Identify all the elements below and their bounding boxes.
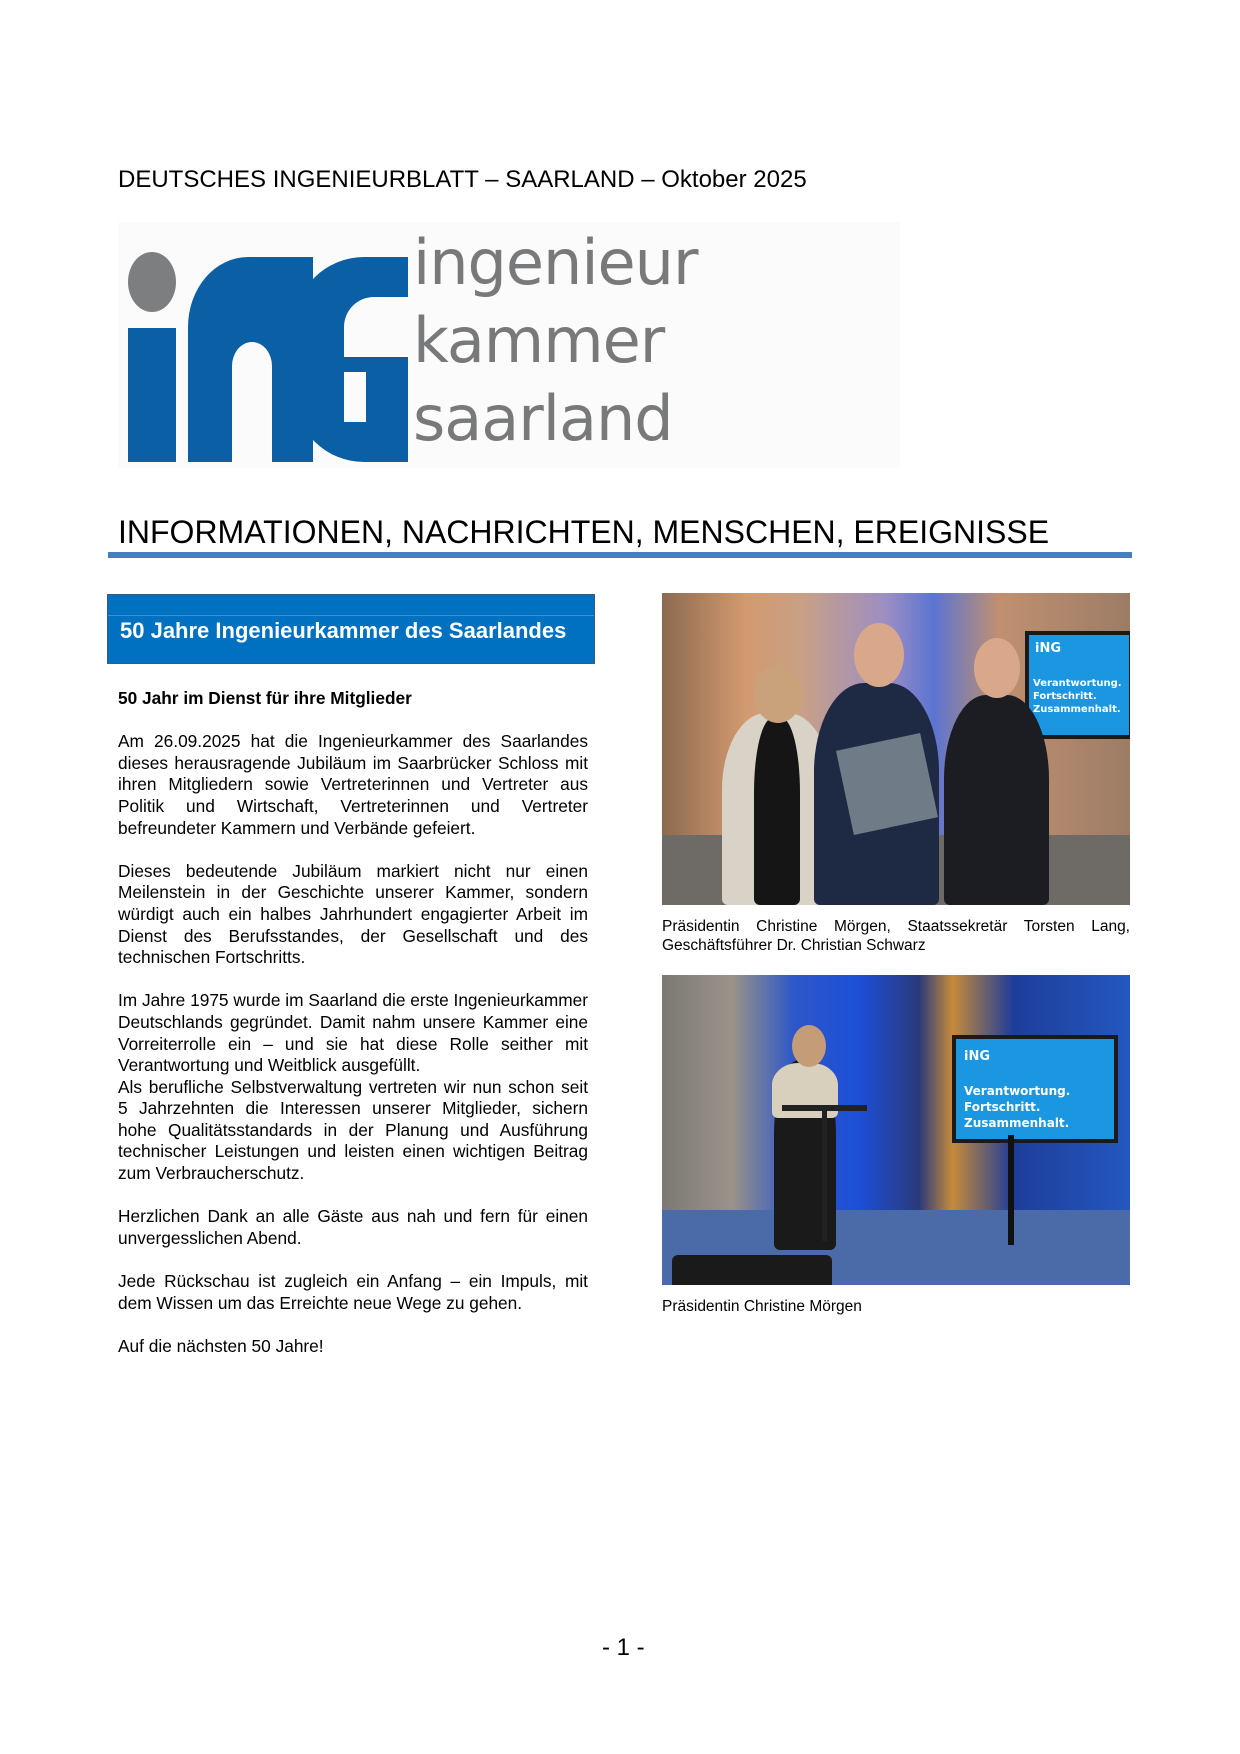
logo-i-stem [128, 328, 176, 462]
wordmark-line-2: kammer [413, 304, 665, 377]
person-left-head [754, 665, 802, 723]
photo-caption-2: Präsidentin Christine Mörgen [662, 1298, 862, 1315]
page-number: - 1 - [602, 1634, 645, 1661]
screen2-line-2: Fortschritt. [964, 1100, 1041, 1114]
person-left-dress [754, 718, 800, 905]
logo-n-counter [232, 342, 272, 464]
paragraph-1: Am 26.09.2025 hat die Ingenieurkammer des Saarlandes dieses herausragende Jubiläum im Saarbrücker Schloss mit ihren Mitgliedern sowie Vertreterinnen und Vertreter aus Politik und Wirtschaft, Vertreterinnen und Vertreter befreundeter Kammern und Verbände gefeiert. [118, 731, 588, 838]
logo-wordmark [413, 224, 697, 458]
screen2-line-3: Zusammenhalt. [964, 1116, 1070, 1130]
screen2-line-1: Verantwortung. [964, 1084, 1071, 1098]
section-divider [108, 552, 1132, 558]
screen-line-2: Fortschritt. [1033, 691, 1097, 702]
speaker-head [792, 1025, 826, 1067]
person-center-head [854, 623, 904, 687]
article-subtitle: 50 Jahr im Dienst für ihre Mitglieder [118, 688, 412, 708]
paragraph-6: Jede Rückschau ist zugleich ein Anfang – ein Impuls, mit dem Wissen um das Erreichte neue Wege zu gehen. [118, 1271, 588, 1313]
presentation-screen [1025, 631, 1130, 739]
book-gift [836, 733, 938, 835]
stage-monitor-speaker [672, 1255, 832, 1285]
screen-slogan-2 [964, 1083, 1070, 1131]
person-right [944, 695, 1049, 905]
presentation-screen-2 [952, 1035, 1118, 1143]
screen-line-3: Zusammenhalt. [1033, 704, 1121, 715]
paragraph-7: Auf die nächsten 50 Jahre! [118, 1335, 324, 1356]
screen-logo-2: iNG [964, 1049, 991, 1064]
screen-line-1: Verantwortung. [1033, 678, 1122, 689]
logo-g-counter [344, 372, 366, 422]
person-right-head [974, 638, 1020, 698]
screen-logo: iNG [1035, 641, 1062, 656]
article-title-box [107, 594, 595, 664]
photo-caption-1: Präsidentin Christine Mörgen, Staatssekretär Torsten Lang, Geschäftsführer Dr. Christian Schwarz [662, 918, 1130, 954]
logo-g-opening [344, 297, 408, 357]
lectern-pole [822, 1111, 827, 1241]
document-header: DEUTSCHES INGENIEURBLATT – SAARLAND – Oktober 2025 [118, 166, 807, 193]
photo-award-presentation [662, 593, 1130, 905]
logo-i-dot [128, 252, 176, 312]
logo-g-shape [294, 257, 408, 462]
screen-slogan [1033, 677, 1122, 716]
article-title: 50 Jahre Ingenieurkammer des Saarlandes [120, 618, 567, 643]
screen-stand [1008, 1135, 1014, 1245]
wordmark-line-1: ingenieur [413, 226, 698, 299]
title-box-line [108, 615, 594, 616]
photo-speech [662, 975, 1130, 1285]
wordmark-line-3: saarland [413, 382, 673, 455]
paragraph-2: Dieses bedeutende Jubiläum markiert nicht nur einen Meilenstein in der Geschichte unserer Kammer, sondern würdigt auch ein halbes Jahrhundert engagierter Arbeit im Dienst des Berufsstandes, der Gesellschaft und des technischen Fortschritts. [118, 860, 588, 968]
paragraph-4: Als berufliche Selbstverwaltung vertreten wir nun schon seit 5 Jahrzehnten die Interessen unserer Mitglieder, sichern hohe Qualitätsstandards in der Planung und Ausführung technischer Leistungen und leisten einen wichtigen Beitrag zum Verbraucherschutz. [118, 1076, 588, 1184]
article-body [118, 688, 588, 1379]
paragraph-5: Herzlichen Dank an alle Gäste aus nah und fern für einen unvergesslichen Abend. [118, 1206, 588, 1248]
paragraph-3: Im Jahre 1975 wurde im Saarland die erste Ingenieurkammer Deutschlands gegründet. Damit nahm unsere Kammer eine Vorreiterrolle ein – und sie hat diese Rolle seither mit Verantwortung und Weitblick ausgefüllt. [118, 990, 588, 1076]
ingenieurkammer-logo [118, 222, 900, 468]
section-title: INFORMATIONEN, NACHRICHTEN, MENSCHEN, EREIGNISSE [118, 514, 1050, 550]
